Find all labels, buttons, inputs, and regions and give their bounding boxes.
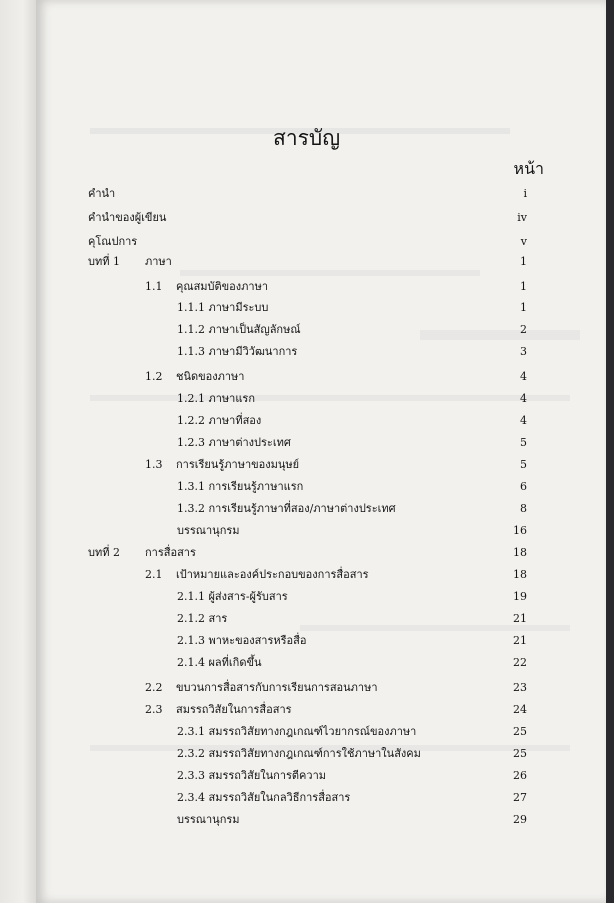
toc-entry-title: เป้าหมายและองค์ประกอบของการสื่อสาร — [176, 568, 369, 581]
toc-entry-title: 1.2.3 ภาษาต่างประเทศ — [177, 436, 291, 449]
toc-entry-title: 2.1.4 ผลที่เกิดขึ้น — [177, 656, 262, 669]
toc-entry — [0, 252, 614, 272]
toc-entry-page: 21 — [513, 612, 527, 625]
toc-entry — [0, 653, 614, 673]
toc-entry — [0, 788, 614, 808]
toc-entry — [0, 810, 614, 830]
toc-entry-page: 4 — [520, 392, 527, 405]
toc-entry-title: คำนำ — [88, 187, 116, 200]
toc-entry-page: i — [523, 187, 527, 200]
toc-entry — [0, 455, 614, 475]
toc-entry — [0, 389, 614, 409]
toc-entry-page: 1 — [520, 301, 527, 314]
toc-entry — [0, 342, 614, 362]
toc-entry-number: บทที่ 2 — [88, 546, 120, 559]
toc-entry-page: 24 — [513, 703, 527, 716]
toc-entry — [0, 766, 614, 786]
toc-entry — [0, 433, 614, 453]
toc-entry-page: 21 — [513, 634, 527, 647]
toc-entry-title: 1.1.2 ภาษาเป็นสัญลักษณ์ — [177, 323, 301, 336]
toc-entry — [0, 744, 614, 764]
toc-entry-page: 1 — [520, 280, 527, 293]
toc-entry-page: 27 — [513, 791, 527, 804]
toc-entry-number: 2.3 — [145, 703, 163, 716]
toc-entry-title: 2.3.1 สมรรถวิสัยทางกฎเกณฑ์ไวยากรณ์ของภาษา — [177, 725, 417, 738]
toc-entry-title: 1.1.3 ภาษามีวิวัฒนาการ — [177, 345, 298, 358]
toc-entry — [0, 184, 614, 204]
toc-entry — [0, 477, 614, 497]
toc-entry-number: 2.1 — [145, 568, 163, 581]
toc-entry-title: 1.1.1 ภาษามีระบบ — [177, 301, 269, 314]
toc-entry — [0, 411, 614, 431]
toc-entry-page: 16 — [513, 524, 527, 537]
toc-entry — [0, 543, 614, 563]
toc-entry-title: 1.2.2 ภาษาที่สอง — [177, 414, 262, 427]
page-column-header: หน้า — [513, 159, 544, 178]
toc-entry-page: 4 — [520, 370, 527, 383]
toc-entry-title: บรรณานุกรม — [177, 524, 240, 537]
toc-entry-page: 19 — [513, 590, 527, 603]
toc-entry — [0, 565, 614, 585]
toc-entry-page: 6 — [520, 480, 527, 493]
toc-entry-page: 22 — [513, 656, 527, 669]
toc-entry-page: 1 — [520, 255, 527, 268]
toc-entry-number: 1.3 — [145, 458, 163, 471]
toc-entry — [0, 631, 614, 651]
toc-entry — [0, 587, 614, 607]
toc-entry-title: 2.1.3 พาหะของสารหรือสื่อ — [177, 634, 307, 647]
toc-entry-title: 2.3.4 สมรรถวิสัยในกลวิธีการสื่อสาร — [177, 791, 351, 804]
toc-entry — [0, 678, 614, 698]
toc-entry — [0, 700, 614, 720]
toc-entry-page: 3 — [520, 345, 527, 358]
toc-entry-title: 1.3.2 การเรียนรู้ภาษาที่สอง/ภาษาต่างประเทศ — [177, 502, 396, 515]
toc-entry-page: iv — [517, 211, 527, 224]
toc-entry-page: 25 — [513, 725, 527, 738]
toc-entry-title: 1.3.1 การเรียนรู้ภาษาแรก — [177, 480, 304, 493]
toc-entry-page: 23 — [513, 681, 527, 694]
toc-entry — [0, 320, 614, 340]
toc-entry-page: 5 — [520, 436, 527, 449]
toc-entry-title: สมรรถวิสัยในการสื่อสาร — [176, 703, 292, 716]
toc-entry-title: ชนิดของภาษา — [176, 370, 245, 383]
toc-entry — [0, 367, 614, 387]
page-title: สารบัญ — [273, 126, 341, 150]
toc-entry-title: บรรณานุกรม — [177, 813, 240, 826]
toc-entry-page: 26 — [513, 769, 527, 782]
toc-entry-title: 2.1.2 สาร — [177, 612, 228, 625]
toc-entry-title: คุโณปการ — [88, 235, 138, 248]
toc-entry — [0, 277, 614, 297]
toc-entry — [0, 499, 614, 519]
toc-entry-page: v — [520, 235, 527, 248]
toc-entry-title: 1.2.1 ภาษาแรก — [177, 392, 255, 405]
toc-entry-page: 29 — [513, 813, 527, 826]
toc-entry-page: 2 — [520, 323, 527, 336]
toc-entry-title: การเรียนรู้ภาษาของมนุษย์ — [176, 458, 300, 471]
toc-entry-title: 2.3.2 สมรรถวิสัยทางกฎเกณฑ์การใช้ภาษาในสังคม — [177, 747, 421, 760]
toc-entry-title: การสื่อสาร — [145, 546, 196, 559]
toc-entry-page: 5 — [520, 458, 527, 471]
toc-entry-title: 2.3.3 สมรรถวิสัยในการตีความ — [177, 769, 327, 782]
toc-entry-page: 4 — [520, 414, 527, 427]
toc-entry — [0, 609, 614, 629]
toc-entry — [0, 298, 614, 318]
toc-entry-title: 2.1.1 ผู้ส่งสาร-ผู้รับสาร — [177, 590, 288, 603]
toc-entry-number: 2.2 — [145, 681, 163, 694]
toc-entry-number: บทที่ 1 — [88, 255, 120, 268]
toc-entry-page: 18 — [513, 546, 527, 559]
toc-entry-title: ขบวนการสื่อสารกับการเรียนการสอนภาษา — [176, 681, 378, 694]
toc-entry — [0, 208, 614, 228]
toc-entry-title: ภาษา — [145, 255, 172, 268]
toc-entry-title: คำนำของผู้เขียน — [88, 211, 167, 224]
toc-entry-page: 25 — [513, 747, 527, 760]
toc-entry-title: คุณสมบัติของภาษา — [176, 280, 269, 293]
toc-entry-number: 1.1 — [145, 280, 163, 293]
toc-entry-page: 8 — [520, 502, 527, 515]
toc-entry — [0, 722, 614, 742]
toc-entry — [0, 232, 614, 252]
toc-entry — [0, 521, 614, 541]
toc-entry-page: 18 — [513, 568, 527, 581]
toc-entry-number: 1.2 — [145, 370, 163, 383]
